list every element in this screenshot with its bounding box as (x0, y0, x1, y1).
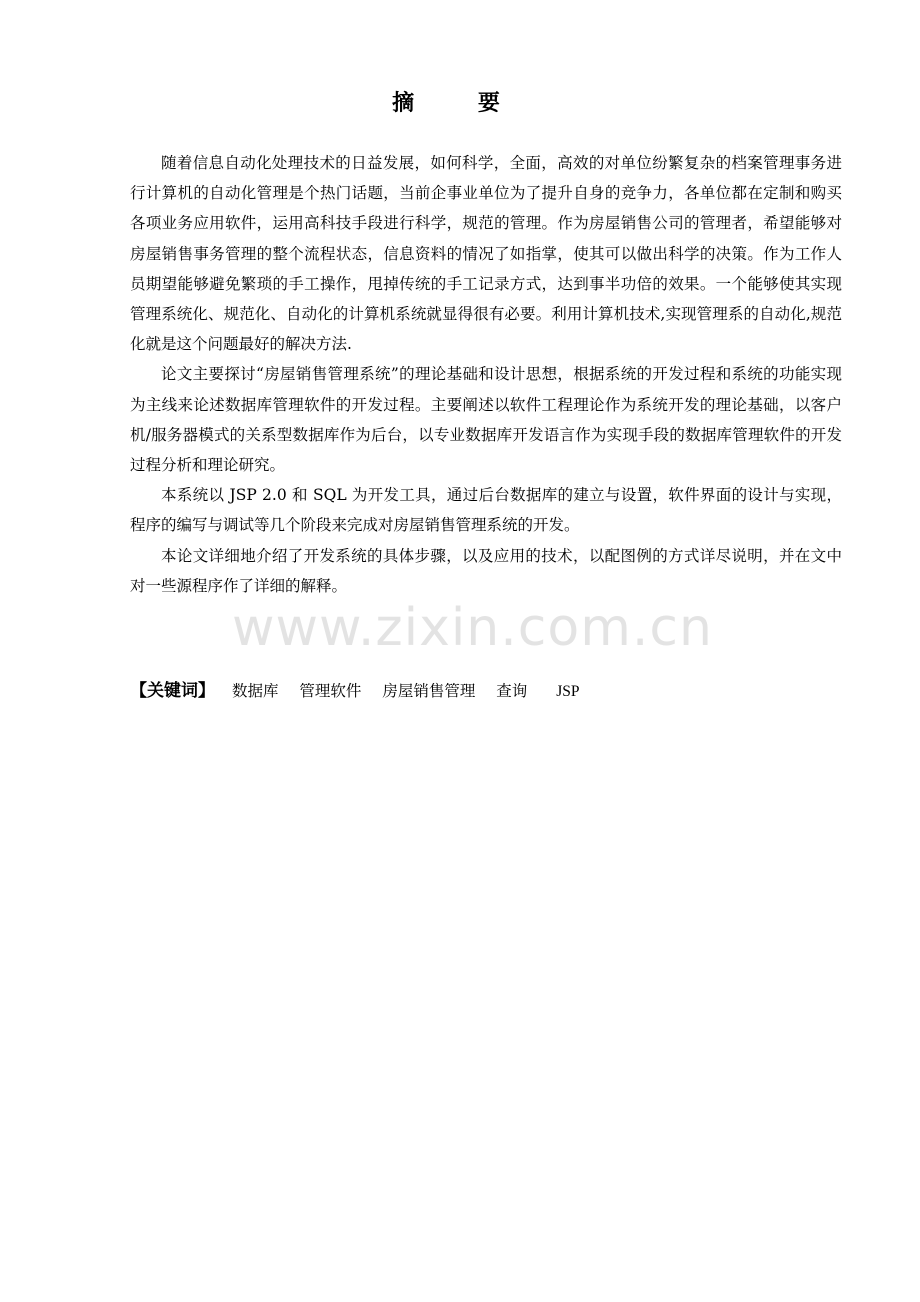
keyword-item: 查询 (496, 682, 528, 700)
paragraph-1: 随着信息自动化处理技术的日益发展，如何科学，全面，高效的对单位纷繁复杂的档案管理事务进行计算机的自动化管理是个热门话题，当前企事业单位为了提升自身的竞争力，各单位都在定制和购买各项业务应用软件，运用高科技手段进行科学，规范的管理。作为房屋销售公司的管理者，希望能够对房屋销售事务管理的整个流程状态，信息资料的情况了如指掌，使其可以做出科学的决策。作为工作人员期望能够避免繁琐的手工操作，甩掉传统的手工记录方式，达到事半功倍的效果。一个能够使其实现管理系统化、规范化、自动化的计算机系统就显得很有必要。利用计算机技术,实现管理系的自动化,规范化就是这个问题最好的解决方法. (130, 154, 842, 354)
paragraph-2: 论文主要探讨“房屋销售管理系统”的理论基础和设计思想，根据系统的开发过程和系统的功能实现为主线来论述数据库管理软件的开发过程。主要阐述以软件工程理论作为系统开发的理论基础，以客户机/服务器模式的关系型数据库作为后台，以专业数据库开发语言作为实现手段的数据库管理软件的开发过程分析和理论研究。 (130, 365, 842, 475)
keyword-item: 房屋销售管理 (382, 682, 476, 700)
paragraph-4: 本论文详细地介绍了开发系统的具体步骤，以及应用的技术，以配图例的方式详尽说明，并在文中对一些源程序作了详细的解释。 (130, 546, 842, 595)
keyword-item: 数据库 (231, 682, 279, 700)
abstract-title: 摘 要 (392, 91, 528, 116)
paragraph-3: 本系统以 JSP 2.0 和 SQL 为开发工具，通过后台数据库的建立与设置，软件界面的设计与实现，程序的编写与调试等几个阶段来完成对房屋销售管理系统的开发。 (130, 486, 842, 535)
watermark: www.zixin.com.cn (232, 598, 713, 658)
keyword-item: 管理软件 (299, 682, 362, 700)
abstract-body (130, 148, 842, 601)
keywords-label: 【关键词】 (130, 681, 215, 701)
keyword-item: JSP (556, 683, 580, 700)
keywords-line (130, 676, 842, 707)
